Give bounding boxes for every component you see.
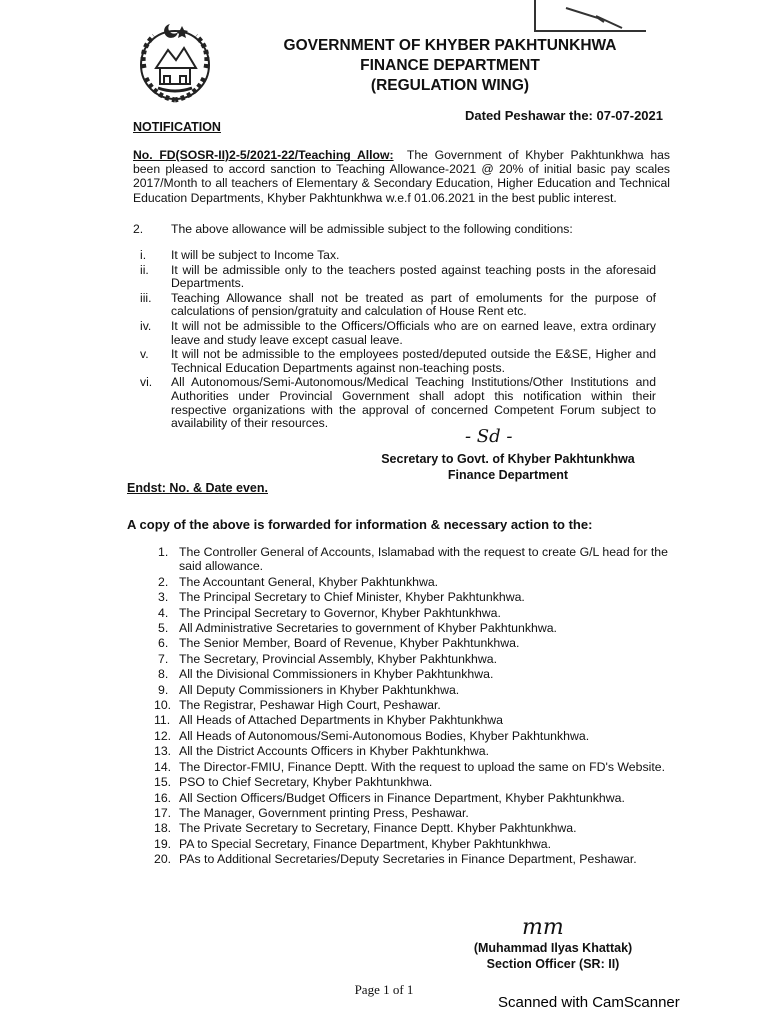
distribution-item	[158, 590, 668, 604]
condition-item	[136, 348, 656, 375]
distribution-number: 9.	[158, 682, 169, 697]
distribution-item	[154, 836, 668, 851]
distribution-text: The Senior Member, Board of Revenue, Khyber Pakhtunkhwa.	[179, 636, 520, 651]
copy-forwarded-intro: A copy of the above is forwarded for information & necessary action to the:	[127, 517, 593, 532]
distribution-number: 20.	[154, 852, 172, 867]
paragraph-number: 2.	[133, 222, 144, 236]
distribution-text: The Private Secretary to Secretary, Finance Deptt. Khyber Pakhtunkhwa.	[179, 821, 577, 836]
paragraph-2-text: The above allowance will be admissible subject to the following conditions:	[171, 222, 573, 236]
distribution-number: 19.	[154, 836, 172, 851]
distribution-item	[154, 728, 668, 743]
distribution-number: 6.	[158, 636, 169, 651]
distribution-text: The Controller General of Accounts, Islamabad with the request to create G/L head for the said allowance.	[179, 545, 668, 574]
distribution-text: The Principal Secretary to Chief Minister, Khyber Pakhtunkhwa.	[179, 590, 525, 605]
condition-text: It will be admissible only to the teachers posted against teaching posts in the aforesaid Departments.	[171, 262, 656, 291]
officer-title: Section Officer (SR: II)	[486, 957, 620, 971]
condition-text: It will not be admissible to the Officers/Officials who are on earned leave, extra ordinary leave and study leave except casual leave.	[171, 318, 656, 347]
stamp-stroke-icon	[536, 0, 646, 30]
distribution-number: 16.	[154, 790, 172, 805]
scanner-watermark: Scanned with CamScanner	[498, 994, 680, 1011]
distribution-item	[154, 790, 668, 805]
distribution-text: All Deputy Commissioners in Khyber Pakhtunkhwa.	[179, 682, 460, 697]
signatory-title: Secretary to Govt. of Khyber Pakhtunkhwa	[381, 452, 635, 466]
distribution-number: 8.	[158, 667, 169, 682]
distribution-item	[154, 713, 668, 728]
distribution-number: 17.	[154, 805, 172, 820]
officer-block	[448, 940, 658, 972]
distribution-item	[154, 775, 668, 790]
condition-number: v.	[140, 347, 149, 362]
distribution-number: 14.	[154, 759, 172, 774]
distribution-text: PA to Special Secretary, Finance Department, Khyber Pakhtunkhwa.	[179, 836, 552, 851]
signatory-block	[370, 451, 646, 483]
distribution-text: PAs to Additional Secretaries/Deputy Secretaries in Finance Department, Peshawar.	[179, 852, 637, 867]
condition-item	[136, 249, 656, 263]
condition-number: ii.	[140, 262, 149, 277]
distribution-number: 18.	[154, 821, 172, 836]
distribution-item	[158, 652, 668, 666]
signed-mark: - Sd -	[465, 426, 513, 447]
distribution-number: 10.	[154, 698, 172, 713]
page-number: Page 1 of 1	[354, 982, 414, 997]
kp-government-emblem-icon	[130, 18, 220, 108]
distribution-text: The Director-FMIU, Finance Deptt. With the request to upload the same on FD's Website.	[179, 759, 665, 774]
notification-title: NOTIFICATION	[133, 120, 221, 134]
letterhead	[230, 36, 670, 96]
distribution-item	[158, 636, 668, 650]
distribution-number: 12.	[154, 728, 172, 743]
distribution-number: 5.	[158, 621, 169, 636]
condition-item	[136, 292, 656, 319]
distribution-text: The Accountant General, Khyber Pakhtunkhwa.	[179, 574, 439, 589]
distribution-text: PSO to Chief Secretary, Khyber Pakhtunkhwa.	[179, 775, 433, 790]
distribution-item	[154, 744, 668, 759]
distribution-text: All Section Officers/Budget Officers in Finance Department, Khyber Pakhtunkhwa.	[179, 790, 625, 805]
officer-initials-signature: mm	[522, 915, 564, 940]
distribution-text: All Administrative Secretaries to government of Khyber Pakhtunkhwa.	[179, 621, 557, 636]
distribution-item	[154, 698, 668, 713]
distribution-item	[158, 606, 668, 620]
letterhead-government: GOVERNMENT OF KHYBER PAKHTUNKHWA	[283, 37, 617, 54]
condition-number: iii.	[140, 290, 152, 305]
endorsement-line: Endst: No. & Date even.	[127, 481, 268, 495]
condition-text: It will not be admissible to the employees posted/deputed outside the E&SE, Higher and Technical Education Departments against non-teaching posts.	[171, 347, 656, 375]
condition-number: vi.	[140, 375, 153, 390]
distribution-item	[154, 852, 668, 867]
condition-number: i.	[140, 248, 147, 262]
conditions-list	[136, 249, 656, 432]
letterhead-wing: (REGULATION WING)	[370, 77, 530, 94]
notification-paragraph-1-text: The Government of Khyber Pakhtunkhwa has been pleased to accord sanction to Teaching Allowance-2021 @ 20% of initial basic pay scales 2017/Month to all teachers of Elementary & Secondary Education, Higher Education and Technical Education Departments, Khyber Pakhtunkhwa w.e.f 01.06.2021 in the best public interest.	[133, 148, 670, 205]
distribution-text: All the Divisional Commissioners in Khyber Pakhtunkhwa.	[179, 667, 494, 682]
condition-number: iv.	[140, 318, 152, 333]
condition-text: It will be subject to Income Tax.	[171, 248, 340, 262]
distribution-text: All Heads of Autonomous/Semi-Autonomous Bodies, Khyber Pakhtunkhwa.	[179, 728, 590, 743]
distribution-number: 11.	[154, 713, 171, 728]
condition-text: All Autonomous/Semi-Autonomous/Medical Teaching Institutions/Other Institutions and Authorities under Provincial Government shall adopt this notification within their respective organizations with the approval of concerned Competent Forum subject to availability of their resources.	[171, 375, 656, 431]
condition-item	[136, 376, 656, 430]
distribution-text: All Heads of Attached Departments in Khyber Pakhtunkhwa	[179, 713, 503, 728]
distribution-number: 4.	[158, 605, 169, 620]
distribution-number: 2.	[158, 574, 169, 589]
notification-paragraph-1	[133, 148, 670, 205]
distribution-text: The Principal Secretary to Governor, Khyber Pakhtunkhwa.	[179, 605, 501, 620]
distribution-number: 7.	[158, 651, 169, 666]
distribution-item	[154, 805, 668, 820]
distribution-item	[154, 821, 668, 836]
distribution-number: 1.	[158, 545, 169, 559]
condition-item	[136, 264, 656, 291]
notification-reference-number: No. FD(SOSR-II)2-5/2021-22/Teaching Allow:	[133, 148, 394, 162]
distribution-item	[158, 575, 668, 589]
document-date: Dated Peshawar the: 07-07-2021	[465, 108, 663, 123]
signatory-department: Finance Department	[447, 468, 569, 482]
corner-stamp-box	[534, 0, 646, 32]
distribution-item	[158, 545, 668, 574]
distribution-number: 15.	[154, 775, 172, 790]
distribution-text: All the District Accounts Officers in Khyber Pakhtunkhwa.	[179, 744, 490, 759]
distribution-text: The Registrar, Peshawar High Court, Peshawar.	[179, 698, 441, 713]
officer-name: (Muhammad Ilyas Khattak)	[473, 941, 633, 955]
distribution-text: The Manager, Government printing Press, Peshawar.	[179, 805, 469, 820]
distribution-item	[158, 667, 668, 681]
distribution-text: The Secretary, Provincial Assembly, Khyber Pakhtunkhwa.	[179, 651, 498, 666]
condition-item	[136, 320, 656, 347]
distribution-list	[154, 545, 668, 868]
condition-text: Teaching Allowance shall not be treated as part of emoluments for the purpose of calculations of pension/gratuity and calculation of House Rent etc.	[171, 290, 656, 319]
distribution-item	[154, 759, 668, 774]
distribution-number: 13.	[154, 744, 172, 759]
distribution-number: 3.	[158, 590, 169, 605]
letterhead-department: FINANCE DEPARTMENT	[360, 57, 540, 74]
distribution-item	[158, 621, 668, 635]
distribution-item	[158, 683, 668, 697]
